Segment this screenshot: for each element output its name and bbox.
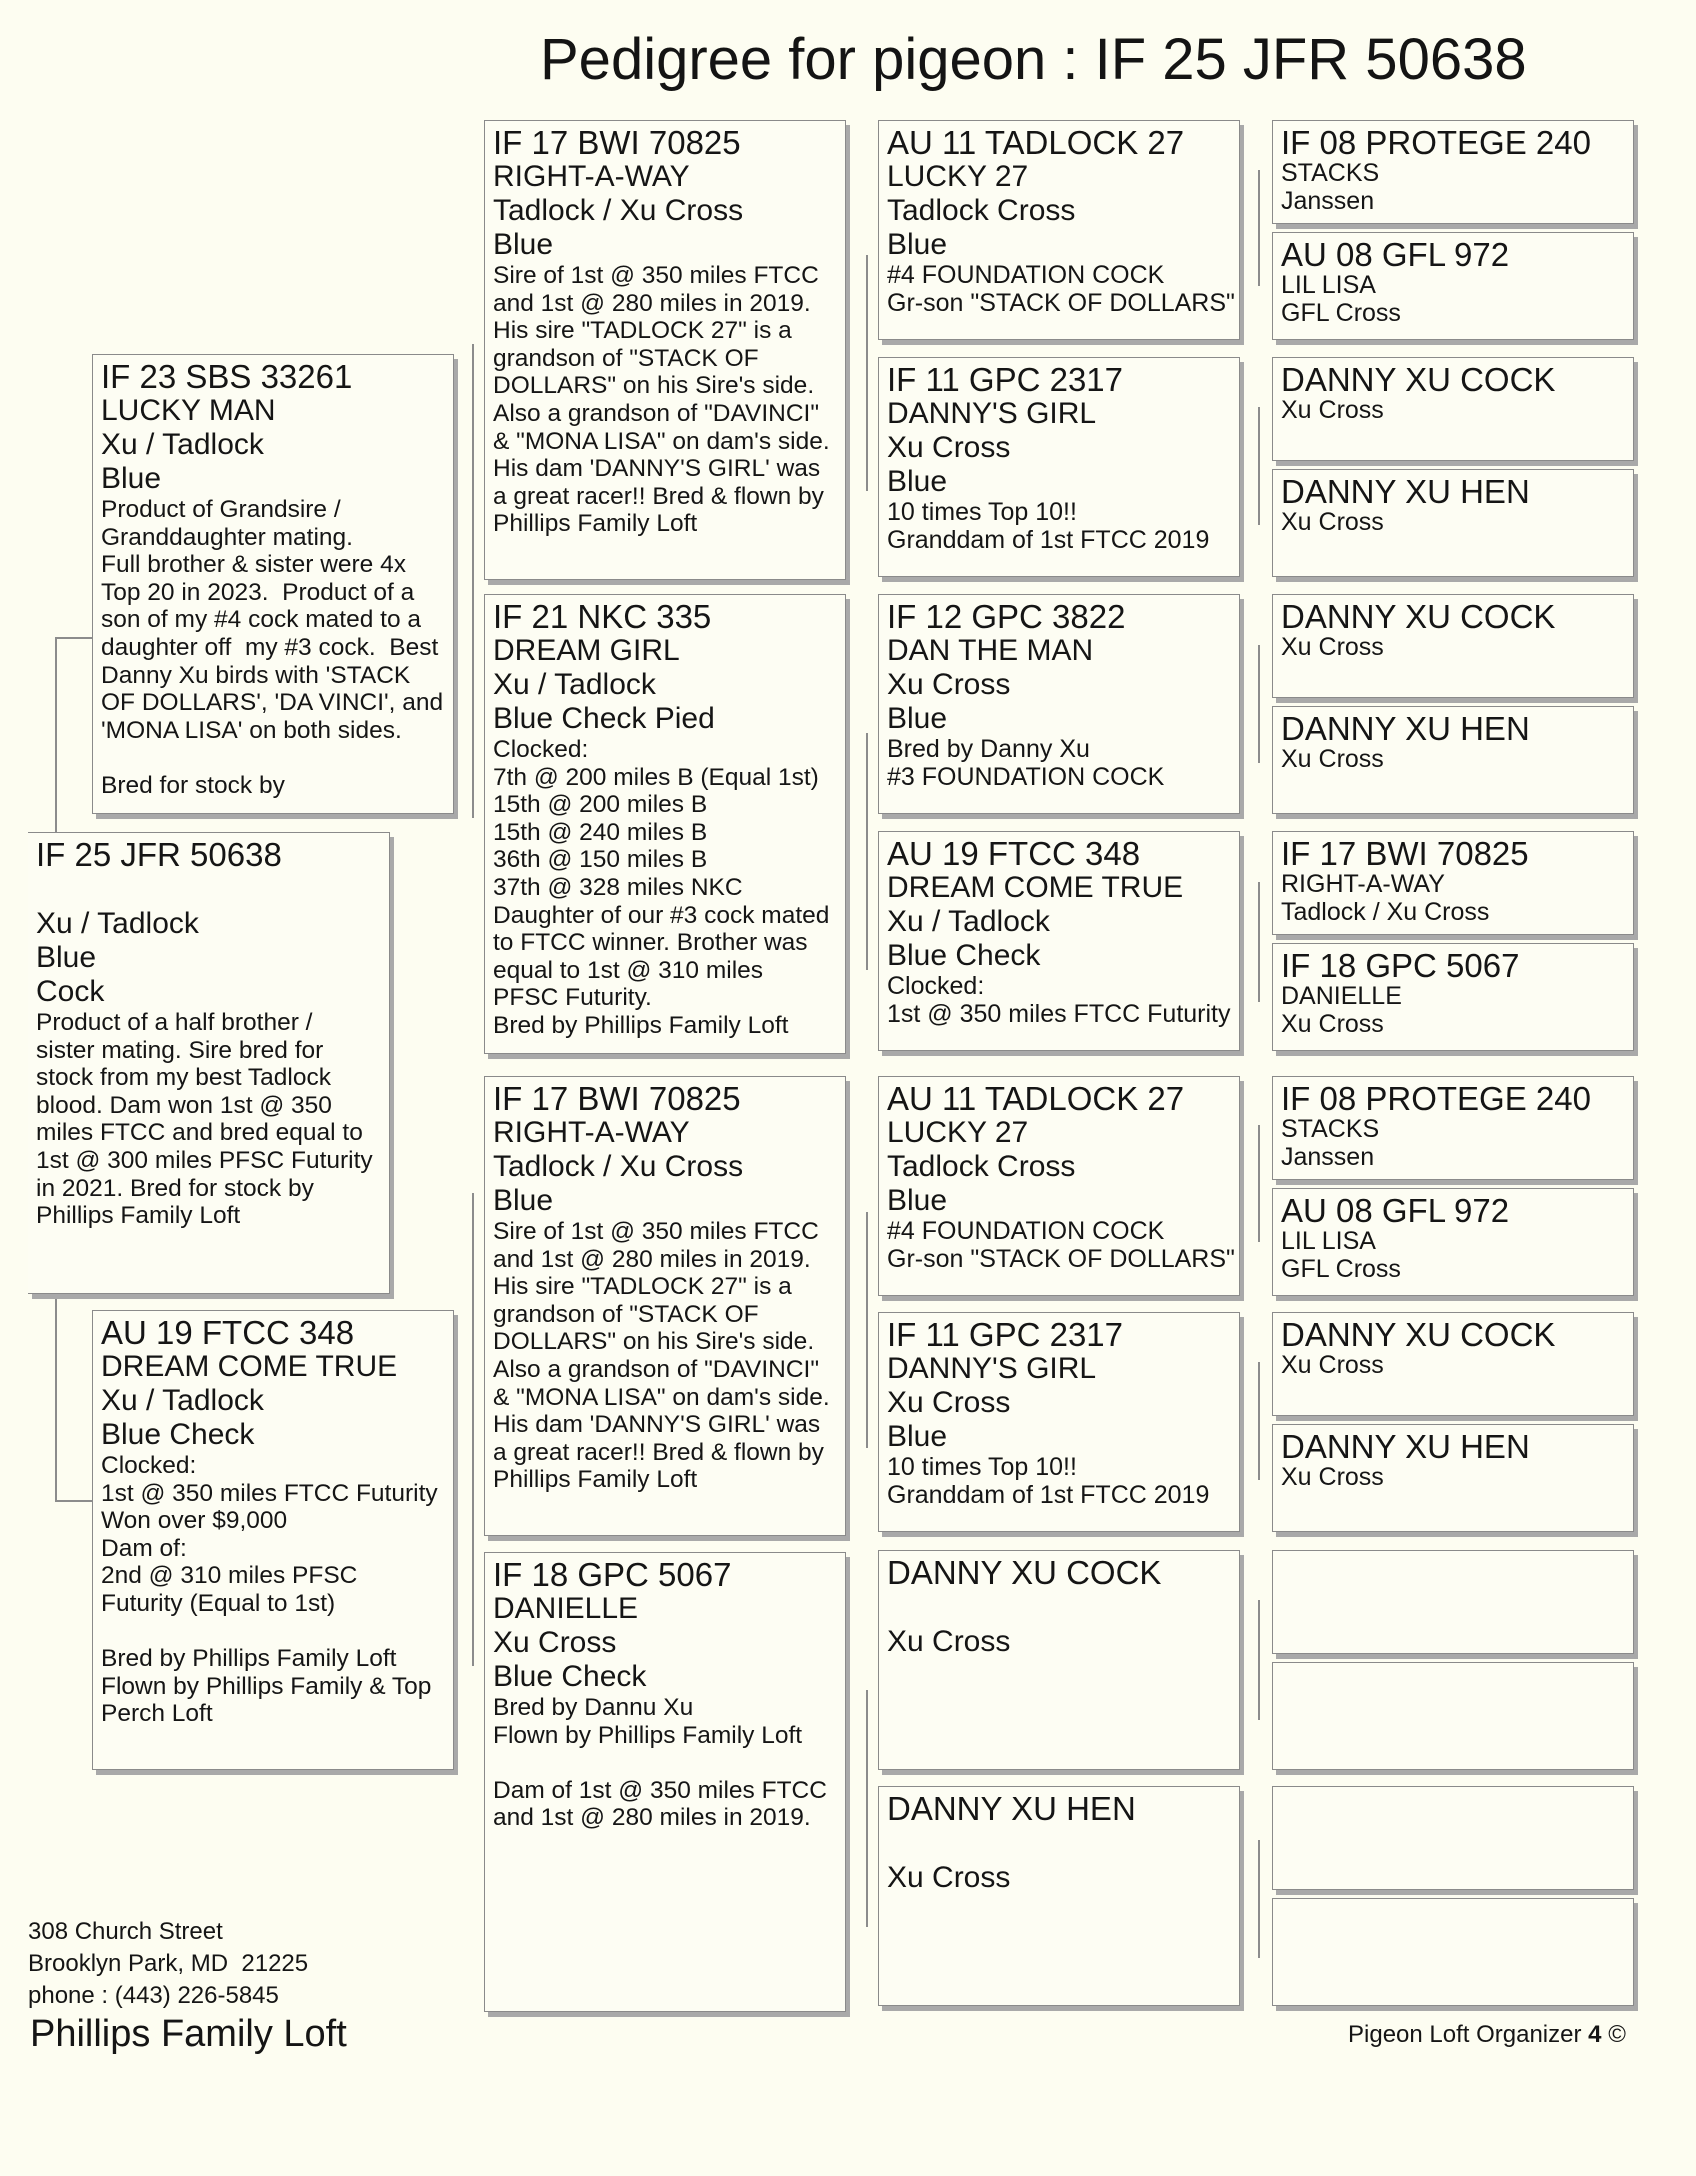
g3-card [878,1312,1240,1532]
g3-name: LUCKY 27 [887,160,1029,193]
g3-color: Blue [887,702,948,735]
connector-line [55,637,57,833]
g2-card [484,120,846,580]
g2-band: IF 17 BWI 70825 [493,1080,741,1117]
g3-name: LUCKY 27 [887,1116,1029,1149]
sire-band: IF 23 SBS 33261 [101,358,353,395]
g4-line3: Xu Cross [1281,1351,1384,1379]
g3-strain: Xu Cross [887,1386,1011,1419]
dam-name: DREAM COME TRUE [101,1350,398,1383]
g2-name: RIGHT-A-WAY [493,160,690,193]
g2-notes: Clocked: 7th @ 200 miles B (Equal 1st) 15th @ 200 miles B 15th @ 240 miles B 36th @ 150 miles B 37th @ 328 miles NKC Daughter of our #3 cock mated to FTCC winner. Brother was equal to 1st @ 310 miles PFSC Futurity. Bred by Phillips Family Loft [493,736,830,1039]
dam-color: Blue Check [101,1418,255,1451]
g4-card [1272,1424,1634,1532]
connector-line [1258,1362,1260,1480]
subject-notes: Product of a half brother / sister mating. Sire bred for stock from my best Tadlock blood. Dam won 1st @ 350 miles FTCC and bred equal to 1st @ 300 miles PFSC Futurity in 2021. Bred for stock by Phillips Family Loft [36,1009,373,1230]
g3-band: DANNY XU HEN [887,1790,1136,1827]
g4-line3: Xu Cross [1281,1463,1384,1491]
g4-line3: GFL Cross [1281,298,1401,327]
g4-line3: Xu Cross [1281,508,1384,536]
connector-line [866,255,868,491]
sire-notes: Product of Grandsire / Granddaughter mating. Full brother & sister were 4x Top 20 in 2023. Product of a son of my #4 cock mated to a daughter off my #3 cock. Best Danny Xu birds with 'STACK OF DOLLARS', 'DA VINCI', and 'MONA LISA' on both sides. Bred for stock by [101,496,444,799]
g4-card [1272,1662,1634,1770]
g2-strain: Xu / Tadlock [493,668,656,701]
g4-card [1272,1786,1634,1890]
g4-band: DANNY XU COCK [1281,598,1556,635]
software-version: 4 [1588,2021,1602,2048]
g4-line3: Xu Cross [1281,396,1384,424]
g3-name: DREAM COME TRUE [887,871,1184,904]
g3-notes: #4 FOUNDATION COCK Gr-son "STACK OF DOLLARS" [887,261,1235,317]
connector-line [472,1193,474,1666]
g3-band: IF 11 GPC 2317 [887,1316,1124,1353]
g4-card [1272,831,1634,935]
g2-color: Blue [493,228,554,261]
subject-card [28,832,390,1294]
g4-card [1272,706,1634,814]
g2-name: DREAM GIRL [493,634,680,667]
g4-band: IF 08 PROTEGE 240 [1281,1080,1591,1117]
g4-card [1272,1898,1634,2006]
connector-line [55,1500,93,1502]
g4-line3: Janssen [1281,1142,1375,1171]
connector-line [1258,407,1260,525]
g4-line2: DANIELLE [1281,982,1402,1010]
g3-notes: #4 FOUNDATION COCK Gr-son "STACK OF DOLLARS" [887,1217,1235,1273]
address-line-1: 308 Church Street [28,1918,223,1945]
connector-line [1258,170,1260,286]
sire-strain: Xu / Tadlock [101,428,264,461]
g2-card [484,1076,846,1536]
g3-color: Blue [887,1420,948,1453]
g4-line2: STACKS [1281,1115,1380,1143]
g3-strain: Tadlock Cross [887,194,1076,227]
g3-name: DANNY'S GIRL [887,1352,1097,1385]
g3-card [878,120,1240,340]
g3-name: DANNY'S GIRL [887,397,1097,430]
g4-band: DANNY XU HEN [1281,473,1530,510]
g3-notes: Bred by Danny Xu #3 FOUNDATION COCK [887,735,1165,791]
g4-line3: Xu Cross [1281,1009,1384,1038]
g3-card [878,357,1240,577]
g3-band: AU 11 TADLOCK 27 [887,124,1185,161]
g2-band: IF 21 NKC 335 [493,598,712,635]
g2-notes: Bred by Dannu Xu Flown by Phillips Family Loft Dam of 1st @ 350 miles FTCC and 1st @ 280 miles in 2019. [493,1694,827,1832]
g3-card [878,594,1240,814]
subject-spacer [36,872,381,907]
g4-line3: GFL Cross [1281,1254,1401,1283]
g2-band: IF 18 GPC 5067 [493,1556,732,1593]
g3-strain: Xu Cross [887,431,1011,464]
connector-line [1258,1600,1260,1720]
g4-line3: Xu Cross [1281,633,1384,661]
g2-color: Blue Check Pied [493,702,715,735]
connector-line [866,1212,868,1448]
g2-strain: Xu Cross [493,1626,617,1659]
g4-line2: STACKS [1281,159,1380,187]
g2-name: DANIELLE [493,1592,639,1625]
g4-line2: LIL LISA [1281,271,1376,299]
dam-band: AU 19 FTCC 348 [101,1314,355,1351]
g3-strain: Tadlock Cross [887,1150,1076,1183]
g3-color: Blue Check [887,939,1041,972]
g2-card [484,594,846,1054]
sire-color: Blue [101,462,162,495]
subject-sex: Cock [36,975,105,1008]
g3-card [878,831,1240,1051]
subject-band: IF 25 JFR 50638 [36,836,282,873]
g4-card [1272,232,1634,340]
g3-notes: 10 times Top 10!! Granddam of 1st FTCC 2019 [887,498,1210,554]
connector-line [1258,645,1260,763]
g2-notes: Sire of 1st @ 350 miles FTCC and 1st @ 280 miles in 2019. His sire "TADLOCK 27" is a grandson of "STACK OF DOLLARS" on his Sire's side. Also a grandson of "DAVINCI" & "MONA LISA" on dam's side. His dam 'DANNY'S GIRL' was a great racer!! Bred & flown by Phillips Family Loft [493,262,830,538]
g4-card [1272,943,1634,1051]
connector-line [55,637,93,639]
g4-band: AU 08 GFL 972 [1281,236,1510,273]
copyright-symbol: © [1608,2021,1626,2048]
connector-line [1258,1840,1260,1958]
g4-card [1272,1312,1634,1416]
g4-card [1272,469,1634,577]
g4-band: IF 17 BWI 70825 [1281,835,1529,872]
g3-notes: Clocked: 1st @ 350 miles FTCC Futurity [887,972,1231,1028]
g3-color: Blue [887,1184,948,1217]
g3-spacer [887,1590,1231,1625]
g3-band: IF 11 GPC 2317 [887,361,1124,398]
g3-card [878,1786,1240,2006]
g4-card [1272,1550,1634,1654]
software-credit [1348,2020,1626,2050]
connector-line [1258,1125,1260,1242]
g4-card [1272,594,1634,698]
g2-notes: Sire of 1st @ 350 miles FTCC and 1st @ 280 miles in 2019. His sire "TADLOCK 27" is a grandson of "STACK OF DOLLARS" on his Sire's side. Also a grandson of "DAVINCI" & "MONA LISA" on dam's side. His dam 'DANNY'S GIRL' was a great racer!! Bred & flown by Phillips Family Loft [493,1218,830,1494]
g3-name: DAN THE MAN [887,634,1094,667]
g3-band: AU 11 TADLOCK 27 [887,1080,1185,1117]
g4-line3: Xu Cross [1281,745,1384,773]
g2-strain: Tadlock / Xu Cross [493,194,744,227]
g4-card [1272,120,1634,224]
g4-line3: Tadlock / Xu Cross [1281,897,1490,926]
g4-band: IF 08 PROTEGE 240 [1281,124,1591,161]
g3-spacer [887,1826,1231,1861]
g4-band: IF 18 GPC 5067 [1281,947,1520,984]
sire-name: LUCKY MAN [101,394,276,427]
g4-card [1272,357,1634,461]
loft-name: Phillips Family Loft [30,2013,347,2055]
subject-color: Blue [36,941,97,974]
connector-line [55,1296,57,1501]
g3-band: DANNY XU COCK [887,1554,1162,1591]
g4-line3: Janssen [1281,186,1375,215]
g2-name: RIGHT-A-WAY [493,1116,690,1149]
g3-card [878,1550,1240,1770]
dam-card [92,1310,454,1770]
connector-line [866,733,868,970]
dam-strain: Xu / Tadlock [101,1384,264,1417]
g3-band: AU 19 FTCC 348 [887,835,1141,872]
g4-card [1272,1188,1634,1296]
g2-strain: Tadlock / Xu Cross [493,1150,744,1183]
g3-notes: 10 times Top 10!! Granddam of 1st FTCC 2019 [887,1453,1210,1509]
dam-notes: Clocked: 1st @ 350 miles FTCC Futurity Won over $9,000 Dam of: 2nd @ 310 miles PFSC Futurity (Equal to 1st) Bred by Phillips Family Loft Flown by Phillips Family & Top Perch Loft [101,1452,438,1728]
g2-color: Blue Check [493,1660,647,1693]
g4-band: DANNY XU HEN [1281,710,1530,747]
address-block [28,1916,308,2012]
g3-strain: Xu / Tadlock [887,905,1050,938]
g4-line2: LIL LISA [1281,1227,1376,1255]
software-name: Pigeon Loft Organizer [1348,2021,1582,2048]
g4-band: DANNY XU COCK [1281,361,1556,398]
g4-line2: RIGHT-A-WAY [1281,870,1445,898]
g3-color: Blue [887,465,948,498]
page-title: Pedigree for pigeon : IF 25 JFR 50638 [540,27,1527,92]
g3-color: Blue [887,228,948,261]
g4-band: DANNY XU COCK [1281,1316,1556,1353]
g4-card [1272,1076,1634,1180]
connector-line [472,344,474,818]
g4-band: DANNY XU HEN [1281,1428,1530,1465]
g3-strain: Xu Cross [887,1861,1011,1894]
g3-band: IF 12 GPC 3822 [887,598,1126,635]
g3-card [878,1076,1240,1296]
g3-strain: Xu Cross [887,668,1011,701]
sire-card [92,354,454,814]
subject-strain: Xu / Tadlock [36,907,199,940]
phone-line: phone : (443) 226-5845 [28,1982,279,2009]
g2-color: Blue [493,1184,554,1217]
g2-band: IF 17 BWI 70825 [493,124,741,161]
connector-line [866,1690,868,1927]
g2-card [484,1552,846,2012]
connector-line [1258,882,1260,1002]
address-line-2: Brooklyn Park, MD 21225 [28,1950,309,1977]
g3-strain: Xu Cross [887,1625,1011,1658]
g4-band: AU 08 GFL 972 [1281,1192,1510,1229]
